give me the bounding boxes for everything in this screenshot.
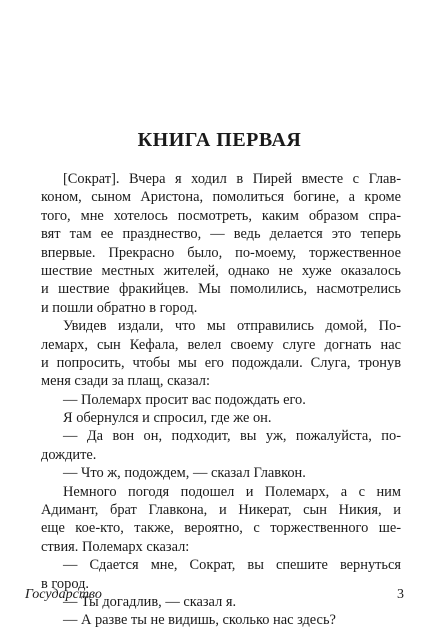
text-line: — Полемарх просит вас подождать его. [63,391,306,408]
text-line: Я обернулся и спросил, где же он. [63,410,272,427]
text-line: Адимант, брат Главкона, и Никерат, сын Никия, и [41,502,401,519]
text-line: коном, сыном Аристона, помолиться богине, а кроме [41,189,401,206]
text-line: вят там ее празднество, — ведь делается это теперь [41,226,401,243]
text-line: и пошли обратно в город. [41,299,198,316]
text-line: — А разве ты не видишь, сколько нас здесь? [63,612,336,629]
text-line: — Сдается мне, Сократ, вы спешите вернуться [63,557,401,574]
text-line: того, мне хотелось посмотреть, каким образом спра- [41,207,401,224]
text-line: шествие местных жителей, однако не хуже оказалось [41,262,401,279]
chapter-title: КНИГА ПЕРВАЯ [137,129,302,151]
text-line: и попросить, чтобы мы его подождали. Слуга, тронув [41,354,401,371]
text-line: еще кое-кто, также, вероятно, с торжественного ше- [41,520,401,537]
body-text [41,170,401,630]
text-line: меня сзади за плащ, сказал: [41,373,210,390]
text-line: [Сократ]. Вчера я ходил в Пирей вместе с Глав- [63,171,401,187]
text-line: Немного погодя подошел и Полемарх, а с ним [63,483,401,500]
text-line: впервые. Прекрасно было, по-моему, торжественное [41,244,401,261]
running-footer-title: Государство [25,587,102,602]
text-line: — Да вон он, подходит, вы уж, пожалуйста, по- [63,428,401,445]
text-line: ствия. Полемарх сказал: [41,538,190,555]
text-line: в город. [41,575,90,592]
text-line: лемарх, сын Кефала, велел своему слуге догнать нас [41,336,401,353]
text-line: — Ты догадлив, — сказал я. [63,593,237,610]
text-line: дождите. [41,446,97,463]
text-line: Увидев издали, что мы отправились домой, По- [63,318,401,335]
text-line: и шествие фракийцев. Мы помолились, насмотрелись [41,281,401,298]
page-number: 3 [397,587,404,602]
text-line: — Что ж, подождем, — сказал Главкон. [63,465,306,482]
